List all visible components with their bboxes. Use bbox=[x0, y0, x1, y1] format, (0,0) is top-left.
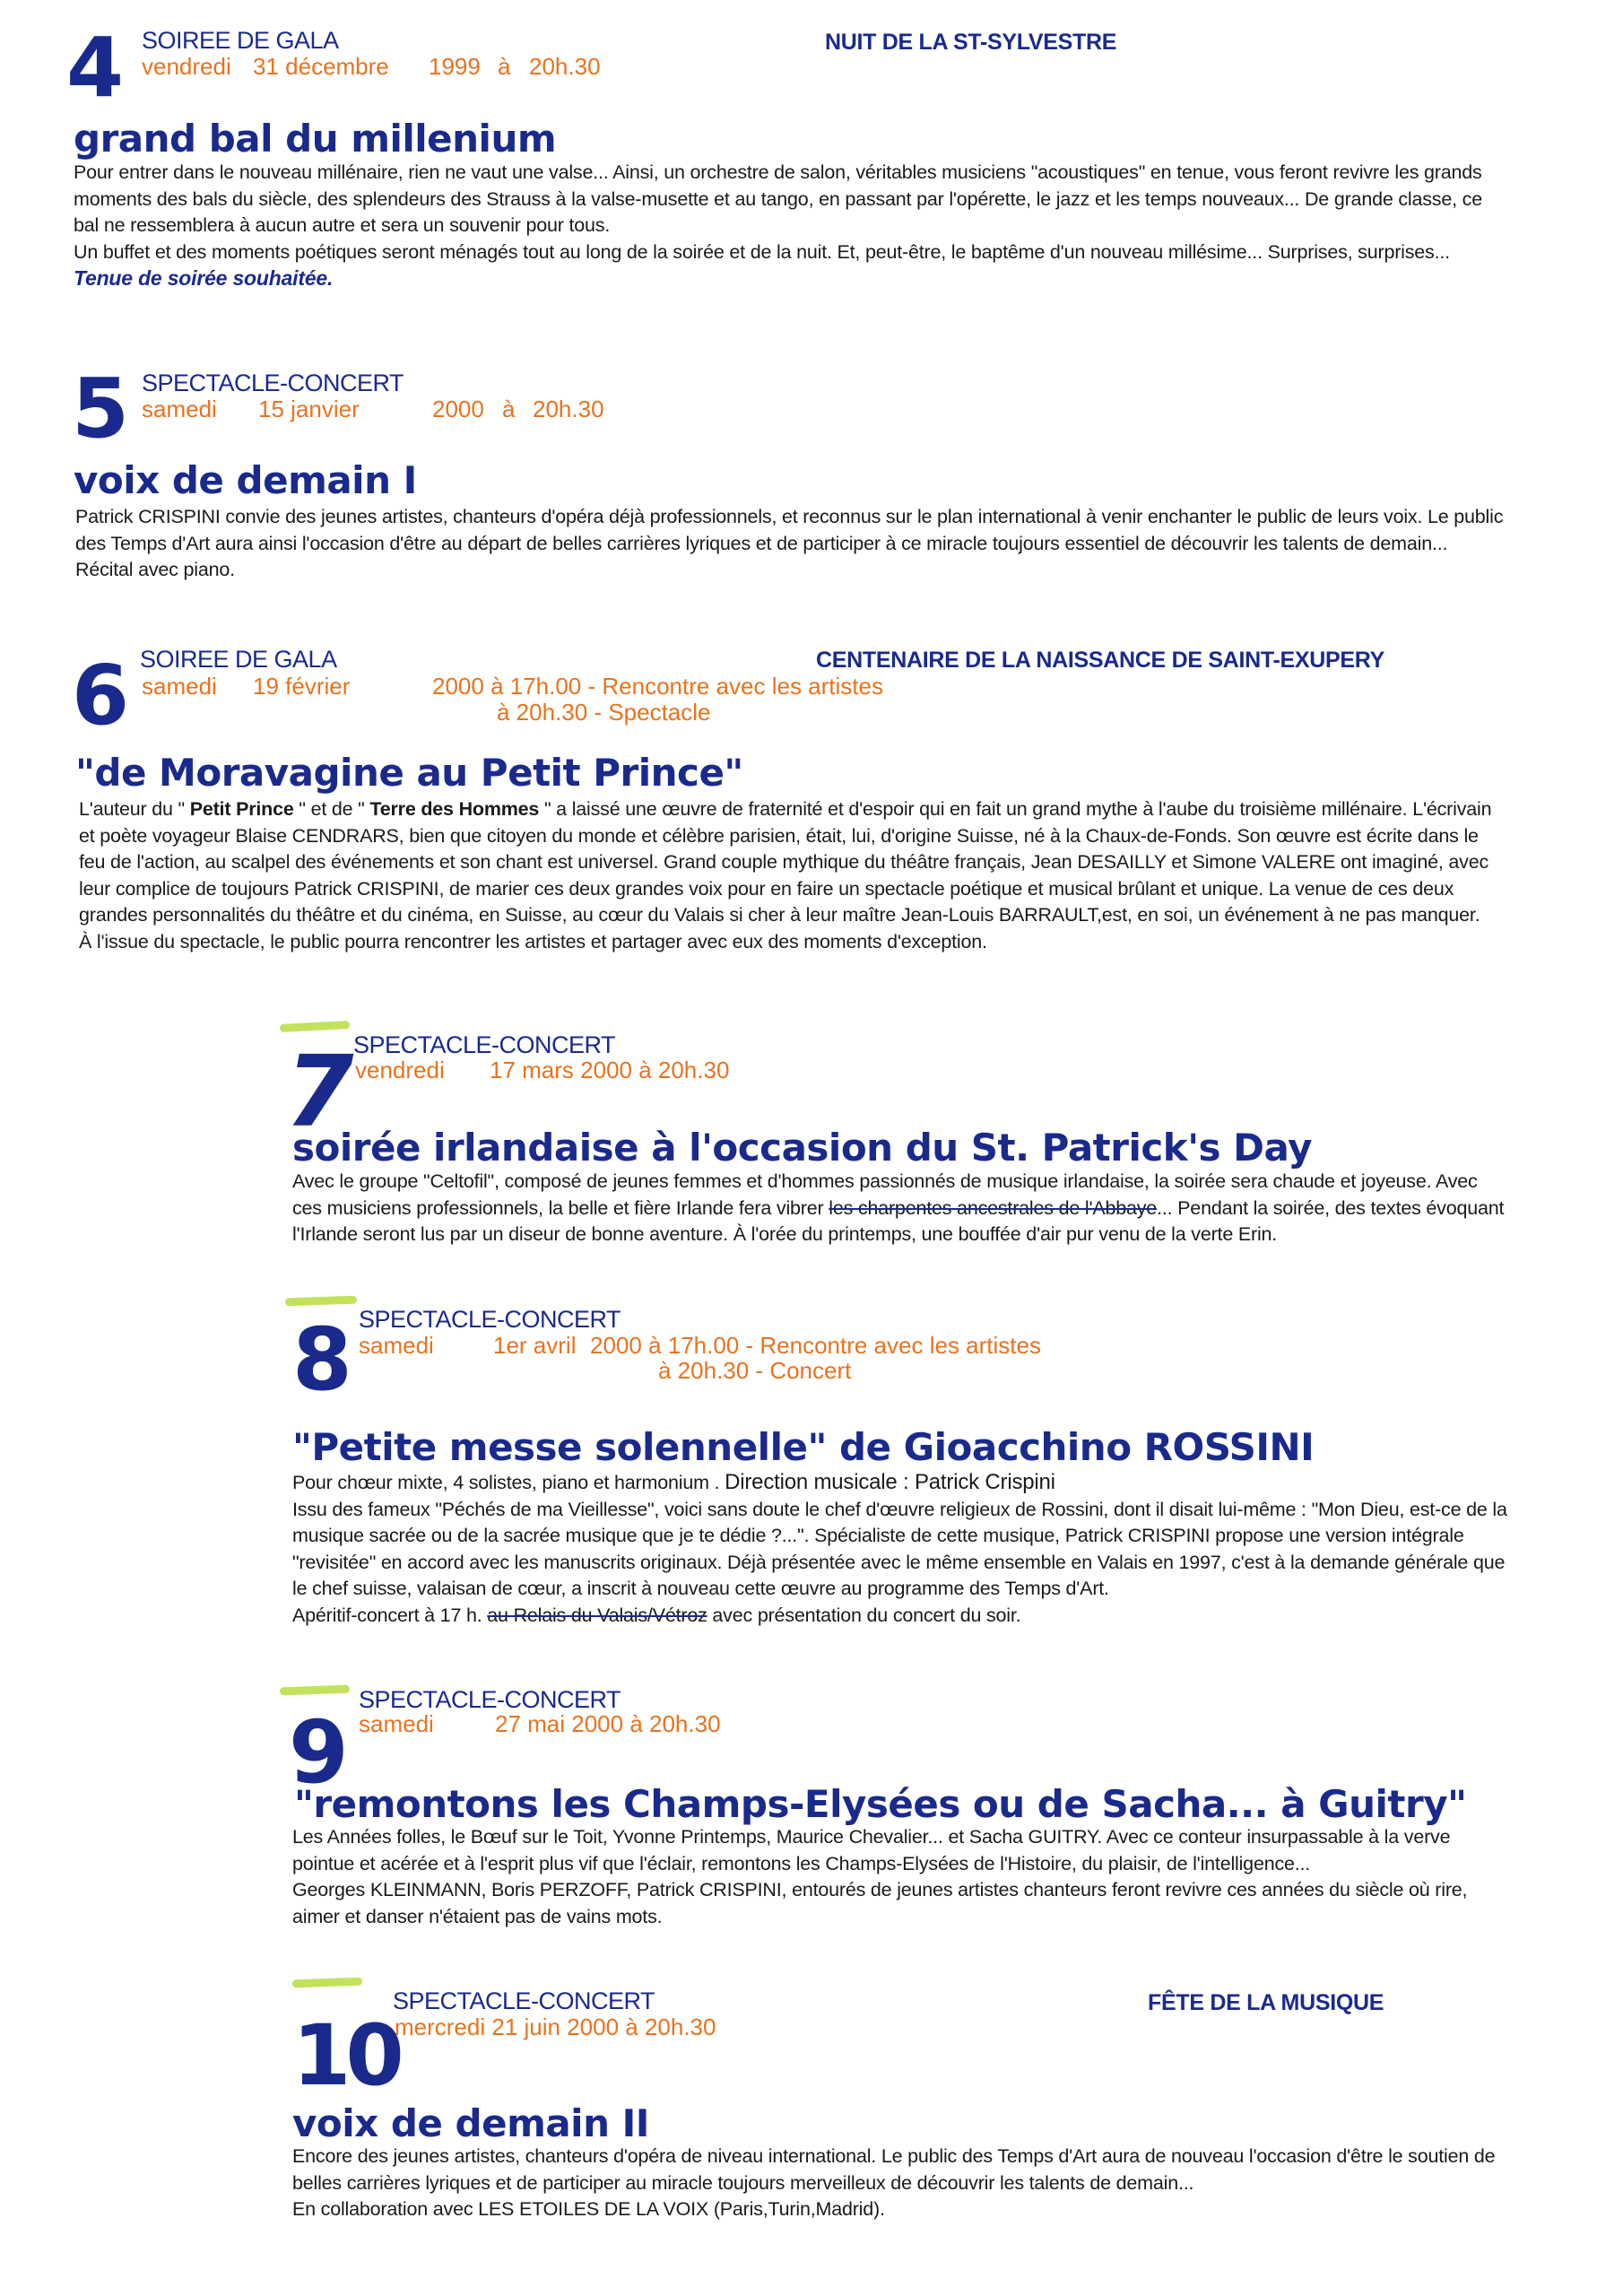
event-day: samedi bbox=[359, 1710, 434, 1737]
description-paragraph bbox=[79, 796, 1506, 929]
event-category: SPECTACLE-CONCERT bbox=[359, 1306, 621, 1333]
event-category: SPECTACLE-CONCERT bbox=[142, 370, 404, 396]
event-year: 1999 bbox=[429, 53, 481, 80]
event-category: SPECTACLE-CONCERT bbox=[353, 1031, 616, 1058]
event-schedule-line-2: à 20h.30 - Concert bbox=[658, 1357, 852, 1384]
highlighter-mark bbox=[292, 1978, 362, 1988]
event-note: NUIT DE LA ST-SYLVESTRE bbox=[825, 30, 1117, 55]
event-day: vendredi bbox=[355, 1057, 445, 1083]
book-title: Terre des Hommes bbox=[369, 798, 540, 820]
event-number: 7 bbox=[285, 1034, 351, 1149]
dress-code: Tenue de soirée souhaitée. bbox=[74, 266, 334, 290]
event-number: 9 bbox=[289, 1702, 345, 1803]
event-time: 20h.30 bbox=[529, 53, 601, 80]
text-fragment: Avec le groupe "Celtofil", composé de jeunes femmes et d'hommes passionnés de musique irlandaise, la soirée sera chaude et joyeuse. Avec ces musiciens professionnels, la belle et fière Irlande fera vibrer bbox=[292, 1170, 1478, 1219]
event-title: voix de demain I bbox=[74, 458, 417, 502]
event-number: 4 bbox=[66, 20, 121, 116]
event-number: 6 bbox=[72, 648, 126, 744]
description-paragraph: Patrick CRISPINI convie des jeunes artistes, chanteurs d'opéra déjà professionnels, et reconnus sur le plan international à venir enchanter le public de leurs voix. Le public des Temps d'Art aura ainsi l'occasion d'être au départ de belles carrières lyriques et de participer à ce miracle toujours essentiel de découvrir les talents de demain... Récital avec piano. bbox=[75, 506, 1504, 580]
event-description bbox=[79, 796, 1506, 955]
event-number: 10 bbox=[292, 2007, 399, 2105]
book-title: Petit Prince bbox=[189, 798, 294, 820]
event-category: SPECTACLE-CONCERT bbox=[393, 1987, 655, 2014]
event-title: "remontons les Champs-Elysées ou de Sacha... à Guitry" bbox=[294, 1782, 1467, 1826]
event-day: samedi bbox=[142, 673, 217, 700]
event-title: "de Moravagine au Petit Prince" bbox=[75, 751, 743, 795]
event-day: samedi bbox=[359, 1332, 434, 1359]
music-director: Direction musicale : Patrick Crispini bbox=[725, 1470, 1055, 1494]
event-date-line: 17 mars 2000 à 20h.30 bbox=[490, 1057, 730, 1083]
description-paragraph: Un buffet et des moments poétiques seront ménagés tout au long de la soirée et de la nuit. Et, peut-être, le baptême d'un nouveau millésime... Surprises, surprises... bbox=[74, 240, 1450, 263]
event-date: 31 décembre bbox=[253, 53, 389, 80]
event-title: "Petite messe solennelle" de Gioacchino ROSSINI bbox=[292, 1425, 1315, 1469]
event-a: à bbox=[498, 53, 511, 80]
event-category: SOIREE DE GALA bbox=[140, 646, 337, 673]
event-note: CENTENAIRE DE LA NAISSANCE DE SAINT-EXUPERY bbox=[816, 648, 1384, 673]
event-date: 1er avril bbox=[493, 1332, 577, 1359]
highlighter-mark bbox=[280, 1685, 350, 1696]
event-schedule-line-1: 2000 à 17h.00 - Rencontre avec les artistes bbox=[590, 1332, 1041, 1359]
event-note: FÊTE DE LA MUSIQUE bbox=[1148, 1990, 1384, 2015]
event-description bbox=[75, 504, 1510, 584]
text-fragment: Apéritif-concert à 17 h. bbox=[292, 1604, 488, 1626]
event-date-line: 27 mai 2000 à 20h.30 bbox=[495, 1710, 721, 1737]
event-title: soirée irlandaise à l'occasion du St. Patrick's Day bbox=[292, 1126, 1312, 1170]
event-date: 19 février bbox=[253, 673, 351, 700]
event-a: à bbox=[502, 396, 516, 422]
event-title: voix de demain II bbox=[292, 2101, 649, 2145]
event-time: 20h.30 bbox=[533, 396, 604, 422]
text-fragment: " et de " bbox=[293, 798, 370, 820]
event-schedule-line-2: à 20h.30 - Spectacle bbox=[497, 699, 711, 726]
description-paragraph bbox=[292, 1169, 1512, 1248]
event-description bbox=[292, 2144, 1512, 2223]
text-fragment: avec présentation du concert du soir. bbox=[707, 1604, 1021, 1626]
struck-text: les charpentes ancestrales de l'Abbaye bbox=[829, 1196, 1158, 1219]
text-fragment: Pour chœur mixte, 4 solistes, piano et harmonium . bbox=[292, 1472, 725, 1493]
highlighter-mark bbox=[280, 1021, 350, 1032]
description-paragraph: Les Années folles, le Bœuf sur le Toit, Yvonne Printemps, Maurice Chevalier... et Sacha GUITRY. Avec ce conteur insurpassable à la verve pointue et acérée et à l'esprit plus vif que l'éclair, remontons les Champs-Elysées de l'Histoire, du plaisir, de l'intelligence... bbox=[292, 1826, 1451, 1874]
description-paragraph: Pour entrer dans le nouveau millénaire, rien ne vaut une valse... Ainsi, un orchestre de salon, véritables musiciens "acoustiques" en tenue, vous feront revivre les grands moments des bals du siècle, des splendeurs des Strauss à la valse-musette et au tango, en passant par l'opérette, le jazz et les temps nouveaux... De grande classe, ce bal ne ressemblera à aucun autre et sera un souvenir pour tous. bbox=[74, 161, 1482, 236]
description-paragraph: À l'issue du spectacle, le public pourra rencontrer les artistes et partager avec eux des moments d'exception. bbox=[79, 930, 987, 952]
struck-text: au Relais du Valais/Vétroz bbox=[487, 1604, 707, 1626]
text-fragment: " a laissé une œuvre de fraternité et d'espoir qui en fait un grand mythe à l'aube du troisième millénaire. L'écrivain et poète voyageur Blaise CENDRARS, bien que citoyen du monde et célèbre parisien, était, lui, d'origine Suisse, né à la Chaux-de-Fonds. Son œuvre est écrite dans le feu de l'action, au scalpel des événements et son chant est universel. Grand couple mythique du théâtre français, Jean DESAILLY et Simone VALERE ont imaginé, avec leur complice de toujours Patrick CRISPINI, de marier ces deux grandes voix pour en faire un spectacle poétique et musical brûlant et unique. La venue de ces deux grandes personnalités du théâtre et du cinéma, en Suisse, au cœur du Valais si cher à leur maître Jean-Louis BARRAULT,est, en soi, un événement à ne pas manquer. bbox=[79, 798, 1492, 926]
event-date-line: mercredi 21 juin 2000 à 20h.30 bbox=[395, 2013, 716, 2040]
text-fragment: ... Pendant la soirée, des textes évoquant l'Irlande seront lus par un diseur de bonne aventure. À l'orée du printemps, une bouffée d'air pur venu de la verte Erin. bbox=[292, 1196, 1505, 1245]
event-schedule-line-1: 2000 à 17h.00 - Rencontre avec les artistes bbox=[432, 673, 883, 700]
highlighter-mark bbox=[285, 1296, 357, 1307]
description-paragraph: Georges KLEINMANN, Boris PERZOFF, Patrick CRISPINI, entourés de jeunes artistes chanteurs feront revivre ces années du siècle où rire, aimer et danser n'étaient pas de vains mots. bbox=[292, 1879, 1468, 1927]
description-paragraph bbox=[292, 1603, 1512, 1630]
event-day: vendredi bbox=[142, 53, 231, 80]
event-title: grand bal du millenium bbox=[74, 117, 557, 161]
event-year: 2000 bbox=[432, 396, 484, 422]
event-description bbox=[292, 1824, 1512, 1930]
event-category: SPECTACLE-CONCERT bbox=[359, 1686, 621, 1713]
text-fragment: L'auteur du " bbox=[79, 798, 190, 820]
event-category: SOIREE DE GALA bbox=[142, 27, 339, 54]
description-paragraph: Encore des jeunes artistes, chanteurs d'opéra de niveau international. Le public des Temps d'Art aura de nouveau l'occasion d'être le soutien de belles carrières lyriques et de participer au miracle toujours merveilleux de découvrir les talents de demain... bbox=[292, 2145, 1496, 2194]
event-day: samedi bbox=[142, 396, 217, 422]
description-paragraph: Issu des fameux "Péchés de ma Vieillesse", voici sans doute le chef d'œuvre religieux de Rossini, dont il disait lui-même : "Mon Dieu, est-ce de la musique sacrée ou de la sacrée musique que je te dédie ?...". Spécialiste de cette musique, Patrick CRISPINI propose une version intégrale "revisitée" en accord avec les manuscrits originaux. Déjà présentée avec le même ensemble en Valais en 1997, c'est à la demande générale que le chef suisse, valaisan de cœur, a inscrit à nouveau cette œuvre au programme des Temps d'Art. bbox=[292, 1498, 1507, 1599]
description-paragraph: En collaboration avec LES ETOILES DE LA VOIX (Paris,Turin,Madrid). bbox=[292, 2198, 885, 2220]
event-number: 8 bbox=[292, 1309, 349, 1410]
event-description bbox=[74, 160, 1508, 292]
event-date: 15 janvier bbox=[258, 396, 360, 422]
event-description bbox=[292, 1169, 1512, 1248]
event-description bbox=[292, 1469, 1512, 1629]
description-paragraph bbox=[292, 1469, 1512, 1497]
event-number: 5 bbox=[72, 361, 126, 457]
